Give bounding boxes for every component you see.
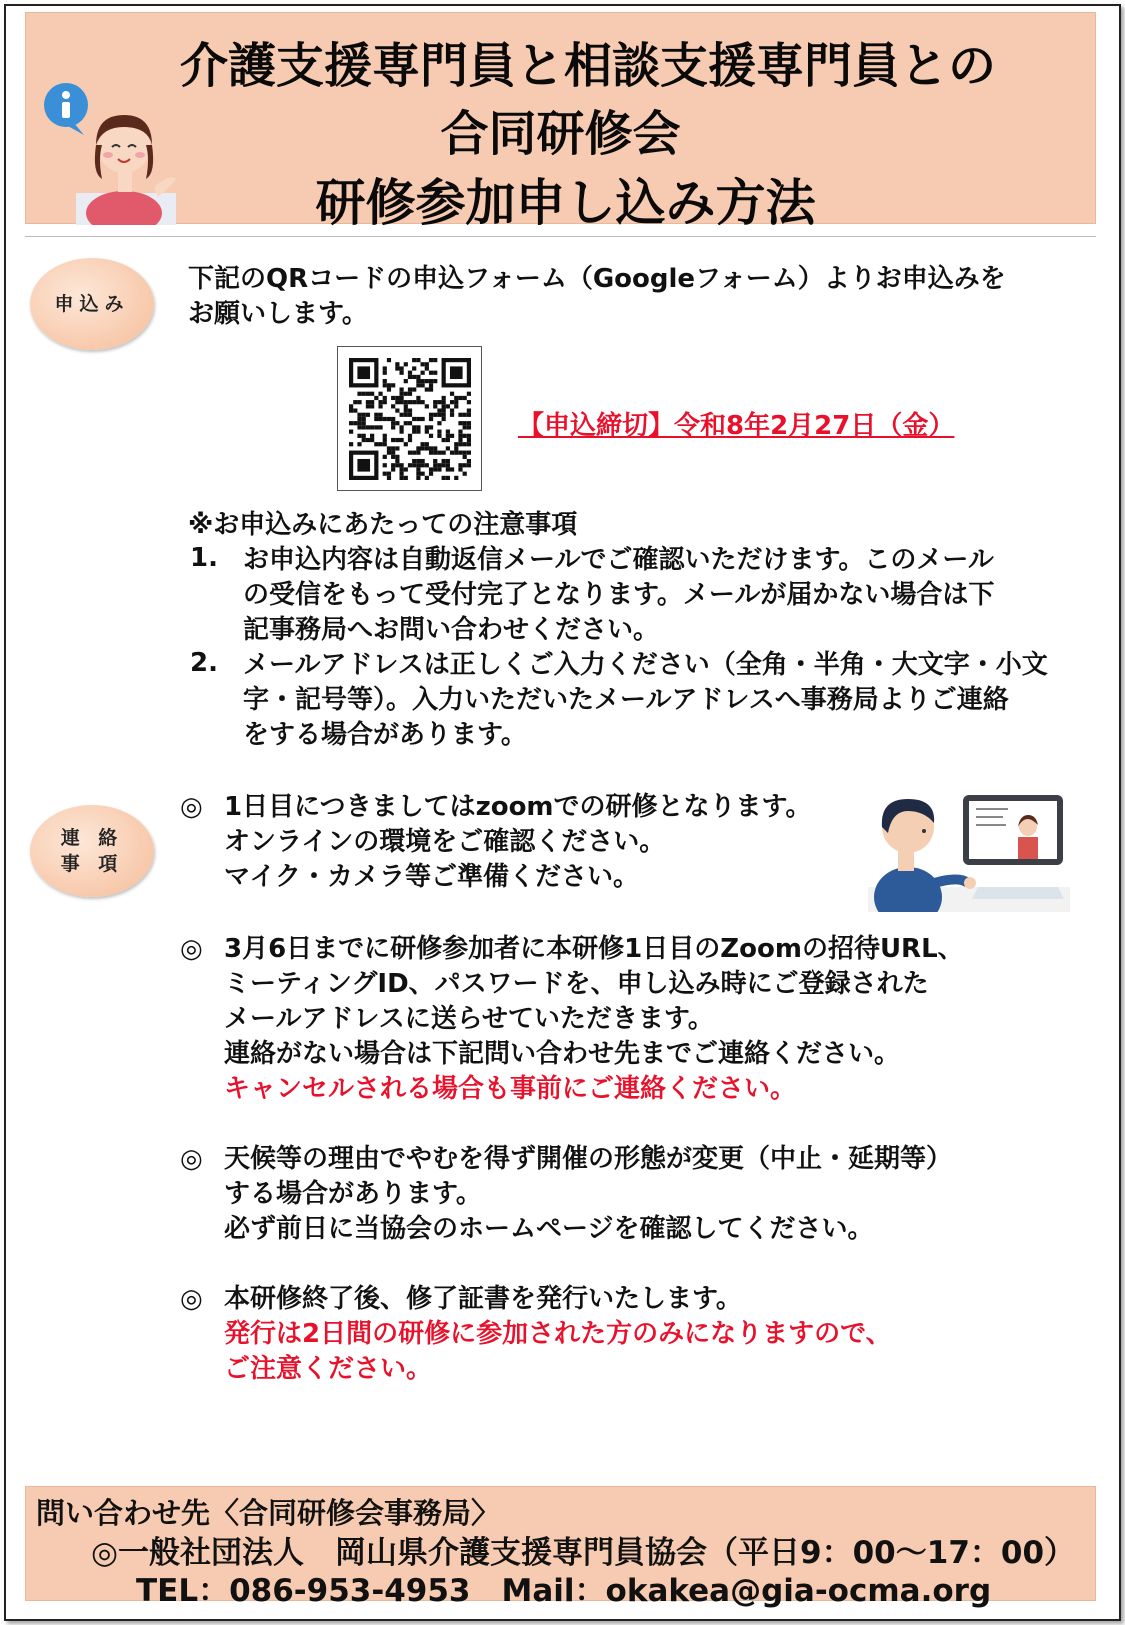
- info-person-illustration-icon: [36, 75, 186, 225]
- apply-intro-line-1: 下記のQRコードの申込フォーム（Googleフォーム）よりお申込みを: [188, 264, 1006, 294]
- contact-badge-line-1: 連 絡: [60, 827, 124, 849]
- item-3-line-2: する場合があります。: [224, 1179, 482, 1209]
- title-line-1: 介護支援専門員と相談支援専門員との: [179, 38, 996, 94]
- footer-line-2: ◎一般社団法人 岡山県介護支援専門員協会（平日9：00〜17：00）: [91, 1535, 1076, 1571]
- item-1-line-1: 1日目につきましてはzoomでの研修となります。: [224, 792, 812, 822]
- item-3-line-1: 天候等の理由でやむを得ず開催の形態が変更（中止・延期等）: [224, 1144, 953, 1174]
- note-1-line-2: の受信をもって受付完了となります。メールが届かない場合は下: [243, 580, 995, 610]
- item-4-mark: ◎: [180, 1284, 203, 1314]
- notes-heading: ※お申込みにあたっての注意事項: [188, 510, 578, 540]
- item-2-mark: ◎: [180, 934, 203, 964]
- item-3-mark: ◎: [180, 1144, 203, 1174]
- note-2-line-2: 字・記号等）。入力いただいたメールアドレスへ事務局よりご連絡: [243, 685, 1009, 715]
- header-divider: [25, 236, 1096, 237]
- footer-contact-line[interactable]: TEL：086-953-4953 Mail：okakea@gia-ocma.org: [136, 1573, 992, 1609]
- item-4-line-1: 本研修終了後、修了証書を発行いたします。: [224, 1284, 742, 1314]
- note-1-line-1: お申込内容は自動返信メールでご確認いただけます。このメール: [243, 545, 994, 575]
- item-2-line-3: メールアドレスに送らせていただきます。: [224, 1004, 714, 1034]
- item-4-red-line-2: ご注意ください。: [224, 1354, 433, 1384]
- note-2-line-1: メールアドレスは正しくご入力ください（全角・半角・大文字・小文: [243, 650, 1048, 680]
- title-line-2: 合同研修会: [440, 106, 681, 162]
- contact-footer: [25, 1486, 1096, 1609]
- item-1-line-2: オンラインの環境をご確認ください。: [224, 827, 666, 857]
- note-1-number: 1.: [190, 543, 218, 573]
- apply-badge: 申込み: [30, 258, 154, 350]
- item-2-cancel-notice: キャンセルされる場合も事前にご連絡ください。: [224, 1074, 797, 1104]
- apply-intro-line-2: お願いします。: [188, 299, 368, 329]
- item-3-line-3: 必ず前日に当協会のホームページを確認してください。: [224, 1214, 874, 1244]
- item-1-mark: ◎: [180, 792, 203, 822]
- footer-line-1: 問い合わせ先〈合同研修会事務局〉: [36, 1496, 501, 1530]
- qr-code[interactable]: [337, 346, 482, 491]
- item-4-red-line-1: 発行は2日間の研修に参加された方のみになりますので、: [224, 1319, 892, 1349]
- application-deadline: 【申込締切】令和8年2月27日（金）: [518, 411, 955, 441]
- note-1-line-3: 記事務局へお問い合わせください。: [243, 615, 660, 645]
- online-learning-illustration-icon: [868, 787, 1070, 912]
- contact-items-badge: [30, 805, 154, 897]
- contact-badge-line-2: 事 項: [60, 853, 124, 875]
- item-2-line-2: ミーティングID、パスワードを、申し込み時にご登録された: [224, 969, 929, 999]
- item-1-line-3: マイク・カメラ等ご準備ください。: [224, 862, 639, 892]
- note-2-line-3: をする場合があります。: [243, 720, 527, 750]
- title-line-3: 研修参加申し込み方法: [315, 174, 816, 232]
- item-2-line-1: 3月6日までに研修参加者に本研修1日目のZoomの招待URL、: [224, 934, 964, 964]
- qr-code-icon: [349, 358, 471, 480]
- item-2-line-4: 連絡がない場合は下記問い合わせ先までご連絡ください。: [224, 1039, 901, 1069]
- note-2-number: 2.: [190, 648, 218, 678]
